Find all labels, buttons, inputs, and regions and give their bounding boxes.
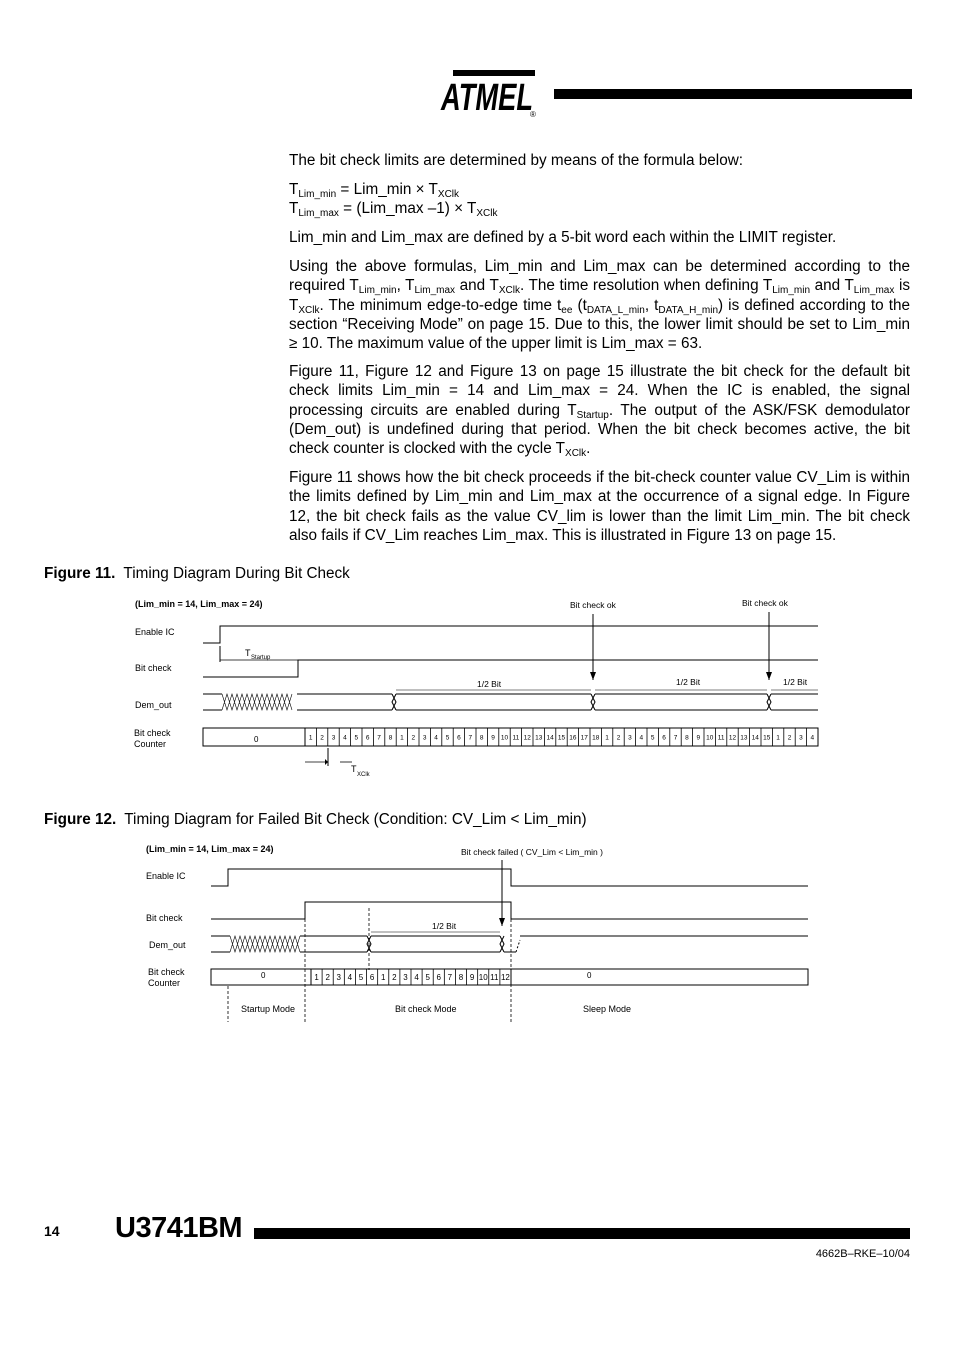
fig11-counter-value: 3 — [331, 734, 336, 742]
fig11-counter-value: 12 — [728, 734, 737, 742]
fig12-counter-value: 2 — [325, 972, 330, 982]
fig12-counter-value: 12 — [500, 972, 510, 982]
fig11-counter-value: 14 — [546, 734, 554, 742]
fig12-mode-startup: Startup Mode — [241, 1004, 296, 1014]
fig11-counter-value: 7 — [377, 734, 381, 742]
fig12-counter-value: 11 — [490, 972, 499, 982]
fig12-counter-value: 7 — [447, 972, 453, 982]
fig11-counter-value: 9 — [696, 734, 701, 742]
fig11-txclk-sub: XClk — [357, 772, 370, 778]
fig11-counter-value: 3 — [422, 734, 427, 742]
atmel-logo-graphic — [439, 68, 541, 118]
figure11-timing-diagram — [0, 590, 954, 790]
fig11-halfbit-1: 1/2 Bit — [477, 679, 502, 689]
fig11-counter-value: 2 — [411, 734, 416, 742]
fig11-counter-value: 6 — [365, 734, 370, 742]
fig11-counter-value: 4 — [434, 734, 438, 742]
fig12-label-bitcheck: Bit check — [146, 913, 183, 923]
fig11-label-enable: Enable IC — [135, 627, 175, 637]
fig11-counter-value: 5 — [445, 734, 450, 742]
fig12-counter-value: 5 — [425, 972, 430, 982]
fig12-label-demout: Dem_out — [149, 940, 186, 950]
fig11-counter-value: 7 — [673, 734, 678, 742]
atmel-logo — [439, 68, 541, 118]
fig12-counter-zero-b: 0 — [587, 971, 592, 980]
header-rule — [554, 89, 912, 99]
fig12-label-counter1: Bit check — [148, 967, 185, 977]
fig12-enable-waveform — [211, 869, 808, 886]
formula1-sub2: XClk — [437, 189, 460, 200]
fig11-counter-value: 17 — [580, 734, 588, 742]
fig11-params: (Lim_min = 14, Lim_max = 24) — [135, 599, 263, 609]
fig12-counter-value: 6 — [369, 972, 375, 982]
fig11-counter-value: 2 — [616, 734, 621, 742]
registered-mark: ® — [530, 110, 536, 118]
fig11-counter-value: 8 — [685, 734, 689, 742]
part-number: U3741BM — [115, 1212, 243, 1244]
fig11-label-bitcheck: Bit check — [135, 663, 172, 673]
fig12-counter-value: 3 — [403, 972, 408, 982]
fig11-tstartup-t: T — [245, 648, 251, 658]
formula2-sub1: Lim_max — [298, 208, 339, 219]
figure11-label: Figure 11. — [44, 565, 116, 582]
formula1-mid: = Lim_min × T — [336, 181, 438, 198]
fig11-counter-value: 13 — [740, 734, 748, 742]
fig11-counter-value: 5 — [354, 734, 359, 742]
fig12-label-counter2: Counter — [148, 978, 181, 988]
fig11-counter-value: 2 — [320, 734, 324, 742]
formula1-t: T — [289, 181, 299, 198]
fig11-txclk-t: T — [351, 764, 357, 774]
fig11-counter-value: 3 — [799, 734, 803, 742]
fig12-mode-bitcheck: Bit check Mode — [395, 1004, 457, 1014]
fig12-bitcheck-waveform — [211, 902, 808, 919]
fig11-counter-value: 4 — [343, 734, 347, 742]
fig11-counter-value: 10 — [706, 734, 714, 742]
fig11-label-demout: Dem_out — [135, 700, 172, 710]
paragraph-formula-intro: The bit check limits are determined by means of the formula below: — [289, 152, 744, 169]
fig11-label-counter2: Counter — [134, 739, 167, 749]
fig11-counter-value: 10 — [500, 734, 509, 742]
fig12-counter-value: 4 — [414, 972, 419, 982]
fig11-counter-value: 16 — [569, 734, 577, 742]
fig11-counter-value: 8 — [388, 734, 393, 742]
fig11-counter-value: 8 — [479, 734, 484, 742]
fig11-counter-value: 15 — [557, 734, 566, 742]
fig11-counter-value: 11 — [512, 734, 520, 742]
fig12-counter-zero-a: 0 — [261, 971, 266, 980]
fig12-counter-value: 3 — [336, 972, 342, 982]
fig11-counter-value: 12 — [523, 734, 531, 742]
fig11-counter-value: 15 — [763, 734, 771, 742]
fig12-mode-sleep: Sleep Mode — [583, 1004, 632, 1014]
fig12-counter-value: 2 — [392, 972, 397, 982]
fig12-halfbit: 1/2 Bit — [432, 921, 457, 931]
fig11-counter-value: 1 — [308, 734, 313, 742]
figure11-title: Timing Diagram During Bit Check — [123, 565, 350, 582]
fig12-counter-value: 8 — [458, 972, 464, 982]
fig12-counter-value: 4 — [347, 972, 353, 982]
figure12-title: Timing Diagram for Failed Bit Check (Condition: CV_Lim < Lim_min) — [124, 811, 587, 828]
formula2-mid: = (Lim_max –1) × T — [338, 200, 477, 217]
fig11-halfbit-3: 1/2 Bit — [783, 677, 808, 687]
figure12-label: Figure 12. — [44, 811, 117, 828]
fig11-counter-value: 11 — [717, 734, 725, 742]
formula-lim-min — [289, 180, 910, 199]
fig11-counter-value: 13 — [535, 734, 543, 742]
fig11-counter-value: 1 — [400, 734, 404, 742]
fig11-counter-cells — [309, 728, 815, 746]
fig11-label-counter1: Bit check — [134, 728, 171, 738]
figure12-timing-diagram — [0, 836, 954, 1026]
page-number: 14 — [44, 1223, 60, 1239]
fig11-counter-value: 6 — [457, 734, 461, 742]
fig11-counter-value: 4 — [639, 734, 644, 742]
fig11-counter-value: 18 — [592, 734, 600, 742]
fig11-counter-value: 9 — [491, 734, 495, 742]
fig12-counter-value: 10 — [478, 972, 488, 982]
fig11-bitcheck-waveform — [203, 660, 818, 677]
footer-rule — [254, 1228, 910, 1239]
fig11-enable-waveform — [203, 626, 818, 643]
doc-code: 4662B–RKE–10/04 — [815, 1248, 910, 1260]
fig11-bitcheck-ok-1: Bit check ok — [570, 600, 616, 610]
paragraph-limit-register: Lim_min and Lim_max are defined by a 5-bit word each within the LIMIT register. — [289, 229, 837, 246]
fig11-halfbit-2: 1/2 Bit — [676, 677, 701, 687]
fig12-counter-value: 1 — [314, 972, 319, 982]
fig11-counter-value: 4 — [810, 734, 815, 742]
formula1-sub1: Lim_min — [298, 189, 337, 200]
logo-text: ATMEL — [440, 77, 533, 118]
fig11-counter-value: 5 — [650, 734, 655, 742]
fig12-demout-waveform — [211, 936, 808, 952]
fig12-failed: Bit check failed ( CV_Lim < Lim_min ) — [461, 847, 603, 857]
fig11-counter-value: 6 — [662, 734, 666, 742]
fig12-counter-cells — [314, 969, 510, 985]
fig11-counter-value: 1 — [776, 734, 780, 742]
fig12-counter-value: 9 — [469, 972, 475, 982]
fig11-counter-value: 1 — [605, 734, 609, 742]
fig11-counter-value: 14 — [751, 734, 759, 742]
fig11-counter-value: 3 — [628, 734, 632, 742]
fig11-demout-waveform — [203, 694, 818, 710]
fig11-counter-value: 7 — [468, 734, 473, 742]
fig11-counter-value: 2 — [787, 734, 792, 742]
fig11-counter-zero: 0 — [254, 735, 259, 744]
formula-lim-max — [289, 199, 910, 218]
fig12-counter-value: 1 — [380, 972, 386, 982]
fig12-counter-value: 5 — [358, 972, 364, 982]
formula2-t: T — [289, 200, 299, 217]
fig12-counter-value: 6 — [436, 972, 442, 982]
fig12-params: (Lim_min = 14, Lim_max = 24) — [146, 844, 274, 854]
paragraph-bit-check-proceeds: Figure 11 shows how the bit check proceeds if the bit-check counter value CV_Lim is within the limits defined by Lim_min and Lim_max at the occurrence of a signal edge. In Figure 12, the bit check fails as the value CV_lim is lower than the limit Lim_min. The bit check also fails if CV_Lim reaches Lim_max. This is illustrated in Figure 13 on page 15. — [289, 469, 910, 544]
paragraph-formulas-usage: Using the above formulas, Lim_min and Lim_max can be determined according to the required $T_{Lim\_min}$, $T_{Lim\_max}$ and $T_{XClk}$. The time resolution when defining $T_{Lim\_min}$ and $T_{Lim\_max}$ is $T_{XClk}$. The minimum edge-to-edge time $t_{ee}$ ($t_{DATA\_L\_min}$, $t_{DATA\_H\_min}$) is defined according to the section “Receiving Mode” on page 15. Due to this, the lower limit should be set to Lim_min ≥ 10. The maximum value of the upper limit is Lim_max = 63. — [289, 258, 911, 353]
fig11-bitcheck-ok-2: Bit check ok — [742, 598, 788, 608]
formula2-sub2: XClk — [476, 208, 498, 219]
figure11-caption — [44, 565, 350, 583]
paragraph-figure-overview: Figure 11, Figure 12 and Figure 13 on page 15 illustrate the bit check for the default bit check limits Lim_min = 14 and Lim_max = 24. When the IC is enabled, the signal processing circuits are enabled during $T_{Startup}$. The output of the ASK/FSK demodulator (Dem_out) is undefined during that period. When the bit check becomes active, the bit check counter is clocked with the cycle $T_{XClk}$. — [289, 363, 910, 460]
fig11-tstartup-sub: Startup — [251, 655, 271, 661]
fig12-label-enable: Enable IC — [146, 871, 186, 881]
figure12-caption — [44, 811, 587, 829]
